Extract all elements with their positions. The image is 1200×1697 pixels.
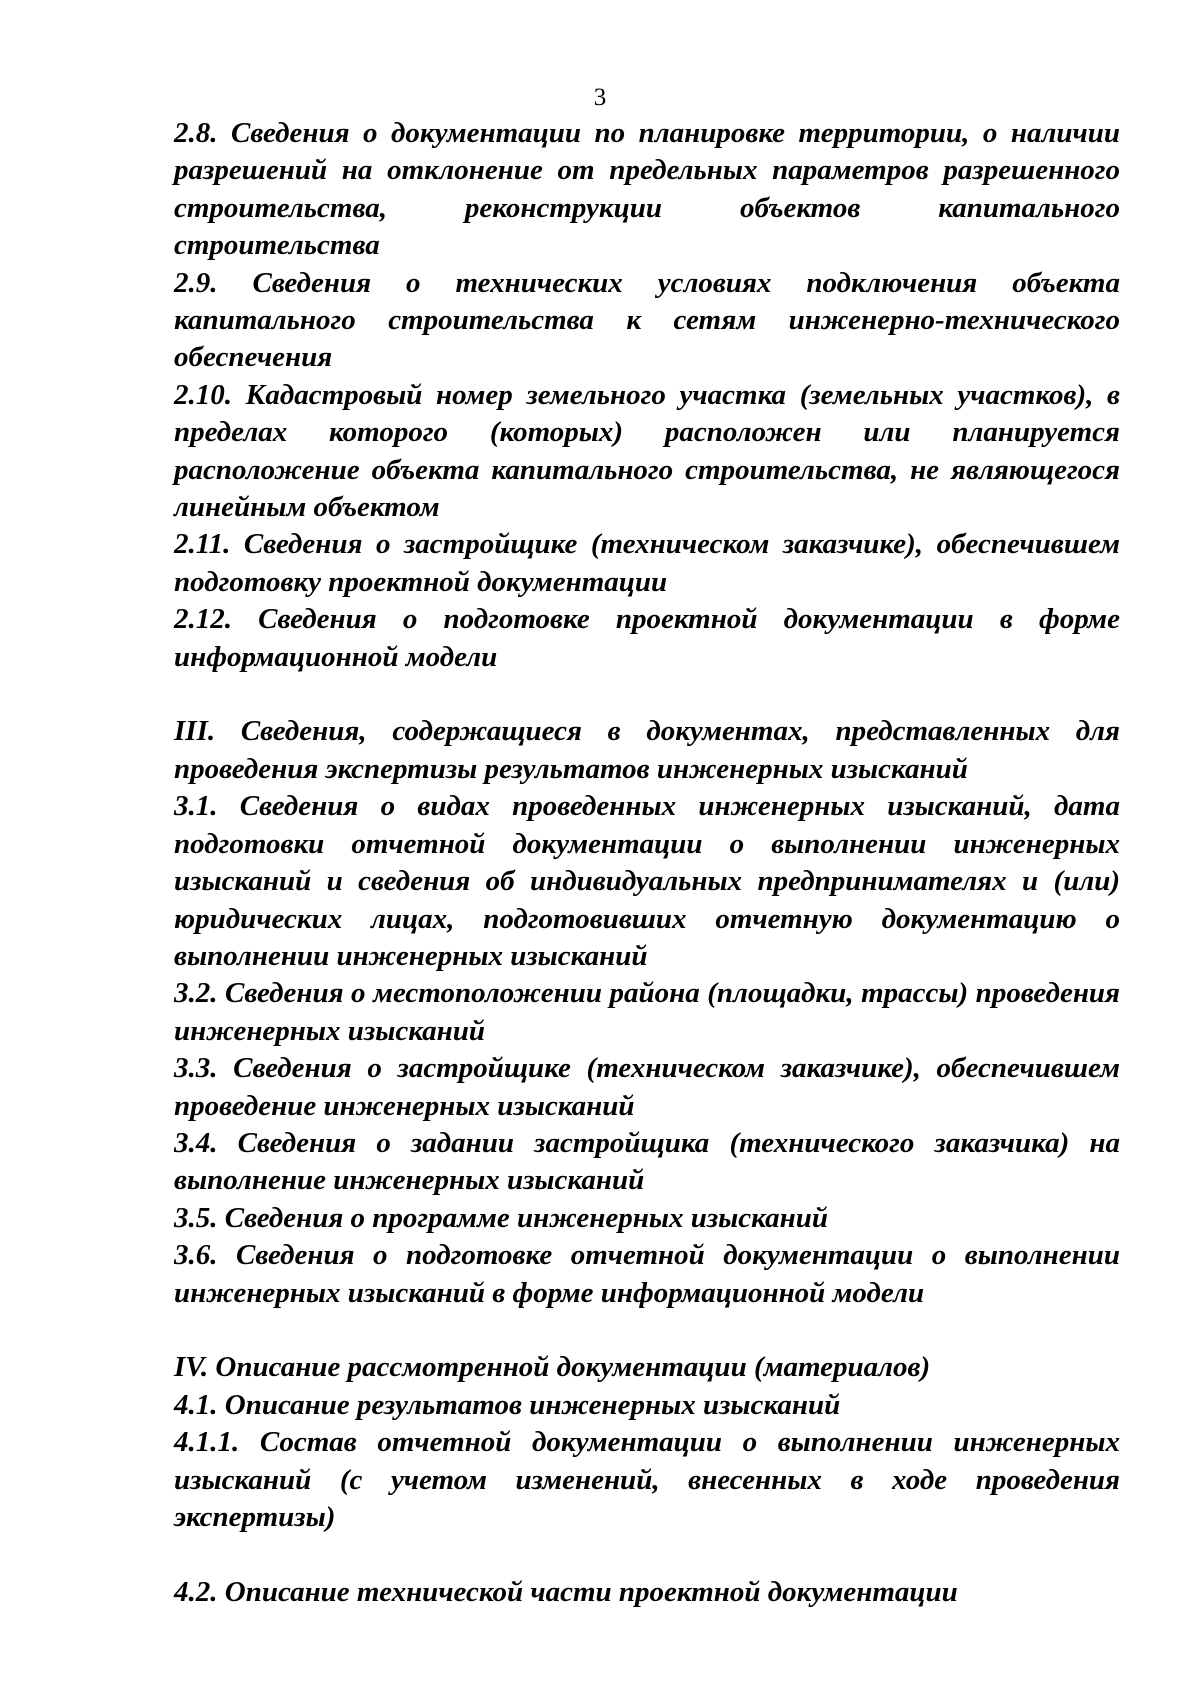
section-item: 2.12. Сведения о подготовке проектной документации в форме информационной модели bbox=[174, 603, 1120, 673]
section-item: 2.8. Сведения о документации по планировке территории, о наличии разрешений на отклонение от предельных параметров разрешенного строительства, реконструкции объектов капитального строительства bbox=[174, 117, 1120, 262]
page-number: 3 bbox=[593, 84, 607, 111]
section-item: 2.11. Сведения о застройщике (техническом заказчике), обеспечившем подготовку проектной документации bbox=[174, 528, 1120, 598]
document-body bbox=[174, 115, 1120, 1611]
section-item: 3.5. Сведения о программе инженерных изысканий bbox=[174, 1201, 829, 1234]
section-heading: III. Сведения, содержащиеся в документах, представленных для проведения экспертизы результатов инженерных изысканий bbox=[174, 715, 1120, 785]
section-item: 4.2. Описание технической части проектной документации bbox=[174, 1575, 958, 1608]
section-item: 3.2. Сведения о местоположении района (площадки, трассы) проведения инженерных изысканий bbox=[174, 977, 1120, 1047]
section-item: 3.3. Сведения о застройщике (техническом заказчике), обеспечившем проведение инженерных изысканий bbox=[174, 1052, 1120, 1122]
section-item: 2.9. Сведения о технических условиях подключения объекта капитального строительства к сетям инженерно-технического обеспечения bbox=[174, 266, 1120, 374]
section-item: 4.1. Описание результатов инженерных изысканий bbox=[174, 1388, 841, 1421]
section-item: 2.10. Кадастровый номер земельного участка (земельных участков), в пределах которого (которых) расположен или планируется расположение объекта капитального строительства, не являющегося линейным объектом bbox=[174, 378, 1120, 524]
section-item: 3.4. Сведения о задании застройщика (технического заказчика) на выполнение инженерных изысканий bbox=[174, 1126, 1120, 1197]
section-item: 4.1.1. Состав отчетной документации о выполнении инженерных изысканий (с учетом изменений, внесенных в ходе проведения экспертизы) bbox=[174, 1426, 1120, 1533]
section-item: 3.6. Сведения о подготовке отчетной документации о выполнении инженерных изысканий в форме информационной модели bbox=[174, 1239, 1120, 1309]
section-heading: IV. Описание рассмотренной документации (материалов) bbox=[174, 1351, 931, 1384]
section-item: 3.1. Сведения о видах проведенных инженерных изысканий, дата подготовки отчетной документации о выполнении инженерных изысканий и сведения об индивидуальных предпринимателях и (или) юридических лицах, подготовивших отчетную документацию о выполнении инженерных изысканий bbox=[174, 790, 1120, 972]
